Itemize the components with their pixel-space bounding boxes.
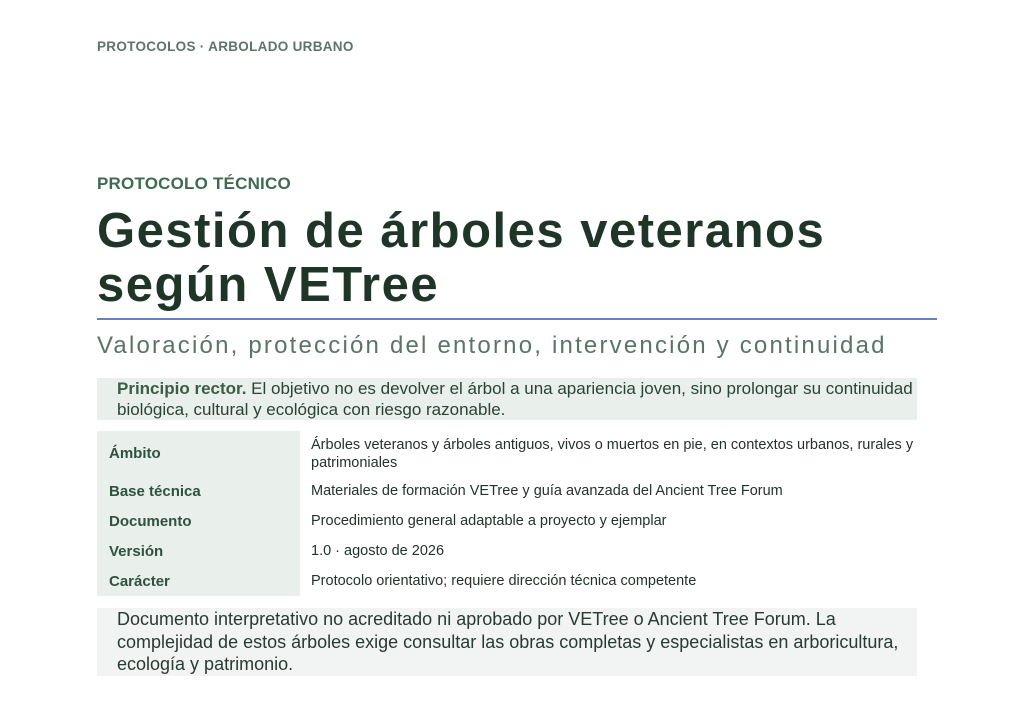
table-row [97,536,917,566]
metadata-key: Versión [97,536,300,566]
document-kicker: PROTOCOLO TÉCNICO [97,174,291,193]
metadata-value: Protocolo orientativo; requiere dirección técnica competente [311,573,697,589]
title-divider [97,318,937,320]
metadata-key: Base técnica [97,476,300,506]
metadata-value: Materiales de formación VETree y guía avanzada del Ancient Tree Forum [311,483,783,499]
table-row [97,476,917,506]
metadata-table [97,431,917,596]
page-title: Gestión de árboles veteranos según VETree [97,204,826,312]
metadata-key: Carácter [97,566,300,596]
table-row [97,566,917,596]
metadata-value: Árboles veteranos y árboles antiguos, vivos o muertos en pie, en contextos urbanos, rurales y patrimoniales [311,436,914,471]
table-row [97,506,917,536]
metadata-value: Procedimiento general adaptable a proyecto y ejemplar [311,513,667,529]
metadata-key: Documento [97,506,300,536]
breadcrumb: PROTOCOLOS · ARBOLADO URBANO [97,39,354,54]
metadata-key: Ámbito [97,431,300,476]
principle-text: El objetivo no es devolver el árbol a una apariencia joven, sino prolongar su continuidad biológica, cultural y ecológica con riesgo razonable. [117,379,913,419]
disclaimer-note: Documento interpretativo no acreditado ni aprobado por VETree o Ancient Tree Forum. La complejidad de estos árboles exige consultar las obras completas y especialistas en arboricultura, ecología y patrimonio. [97,608,917,676]
page-subtitle: Valoración, protección del entorno, intervención y continuidad [97,332,887,359]
principle-callout [97,378,917,420]
table-row [97,431,917,476]
principle-lead: Principio rector. [117,379,247,398]
metadata-value: 1.0 · agosto de 2026 [311,543,445,559]
